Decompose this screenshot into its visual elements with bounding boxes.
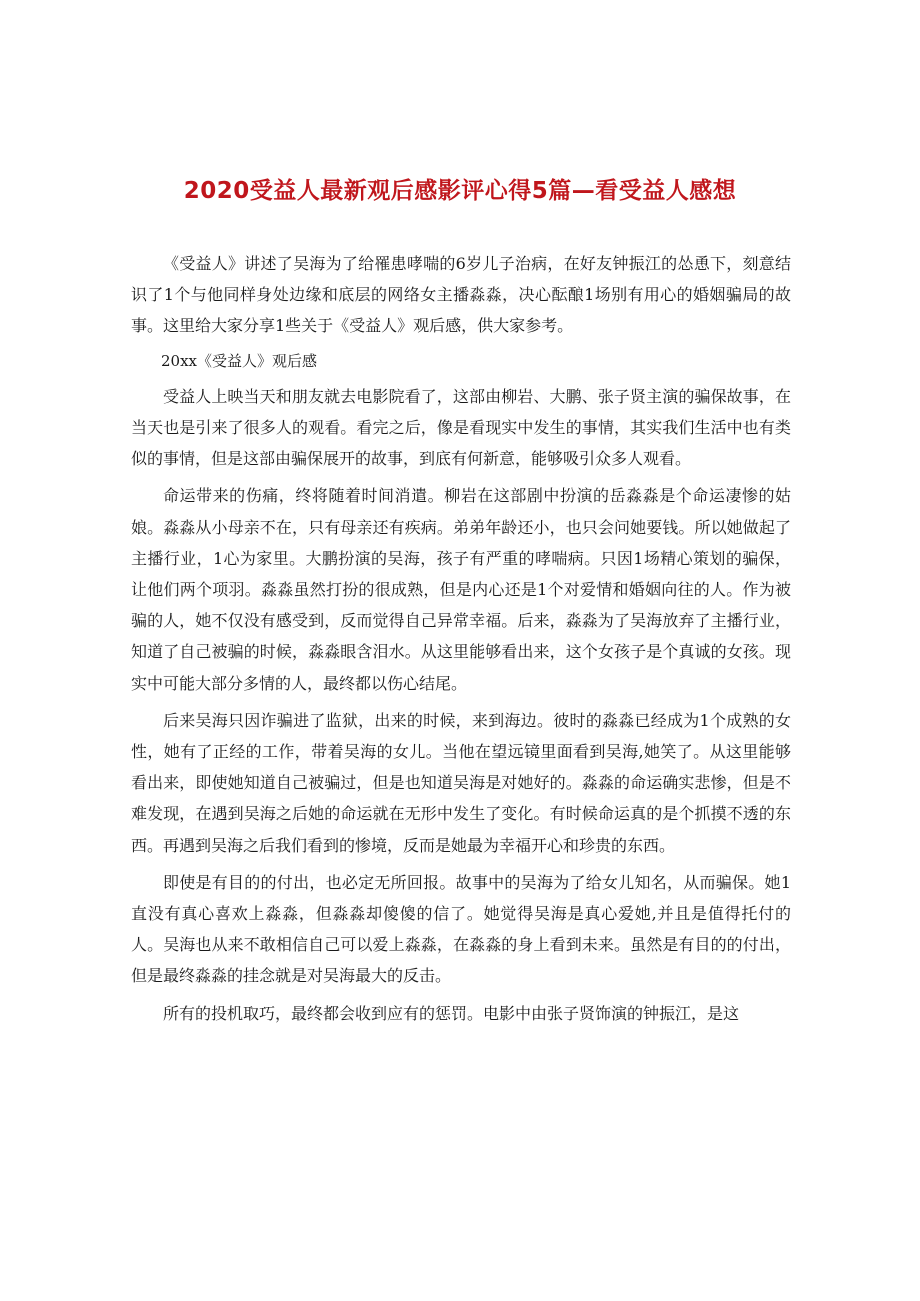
body-paragraph: 后来吴海只因诈骗进了监狱，出来的时候，来到海边。彼时的淼淼已经成为1个成熟的女性，她有了正经的工作，带着吴海的女儿。当他在望远镜里面看到吴海,她笑了。从这里能够看出来，即使她知道自己被骗过，但是也知道吴海是对她好的。淼淼的命运确实悲惨，但是不难发现，在遇到吴海之后她的命运就在无形中发生了变化。有时候命运真的是个抓摸不透的东西。再遇到吴海之后我们看到的惨境，反而是她最为幸福开心和珍贵的东西。 <box>131 710 791 855</box>
body-paragraph: 受益人上映当天和朋友就去电影院看了，这部由柳岩、大鹏、张子贤主演的骗保故事，在当天也是引来了很多人的观看。看完之后，像是看现实中发生的事情，其实我们生活中也有类似的事情，但是这部由骗保展开的故事，到底有何新意，能够吸引众多人观看。 <box>131 386 791 469</box>
body-paragraph: 即使是有目的的付出，也必定无所回报。故事中的吴海为了给女儿知名，从而骗保。她1直没有真心喜欢上淼淼，但淼淼却傻傻的信了。她觉得吴海是真心爱她,并且是值得托付的人。吴海也从来不敢相信自己可以爱上淼淼，在淼淼的身上看到未来。虽然是有目的的付出，但是最终淼淼的挂念就是对吴海最大的反击。 <box>131 872 791 986</box>
intro-paragraph: 《受益人》讲述了吴海为了给罹患哮喘的6岁儿子治病，在好友钟振江的怂恿下，刻意结识了1个与他同样身处边缘和底层的网络女主播淼淼，决心酝酿1场别有用心的婚姻骗局的故事。这里给大家分享1些关于《受益人》观后感，供大家参考。 <box>131 254 791 336</box>
body-paragraph: 命运带来的伤痛，终将随着时间消遣。柳岩在这部剧中扮演的岳淼淼是个命运凄惨的姑娘。淼淼从小母亲不在，只有母亲还有疾病。弟弟年龄还小，也只会问她要钱。所以她做起了主播行业，1心为家里。大鹏扮演的吴海，孩子有严重的哮喘病。只因1场精心策划的骗保，让他们两个项羽。淼淼虽然打扮的很成熟，但是内心还是1个对爱情和婚姻向往的人。作为被骗的人，她不仅没有感受到，反而觉得自己异常幸福。后来，淼淼为了吴海放弃了主播行业，知道了自己被骗的时候，淼淼眼含泪水。从这里能够看出来，这个女孩子是个真诚的女孩。现实中可能大部分多情的人，最终都以伤心结尾。 <box>131 486 791 693</box>
body-paragraph: 所有的投机取巧，最终都会收到应有的惩罚。电影中由张子贤饰演的钟振江，是这 <box>163 1003 740 1023</box>
section-heading: 20xx《受益人》观后感 <box>161 351 318 370</box>
document-title: 2020受益人最新观后感影评心得5篇—看受益人感想 <box>183 178 737 204</box>
document-body <box>131 248 791 1029</box>
